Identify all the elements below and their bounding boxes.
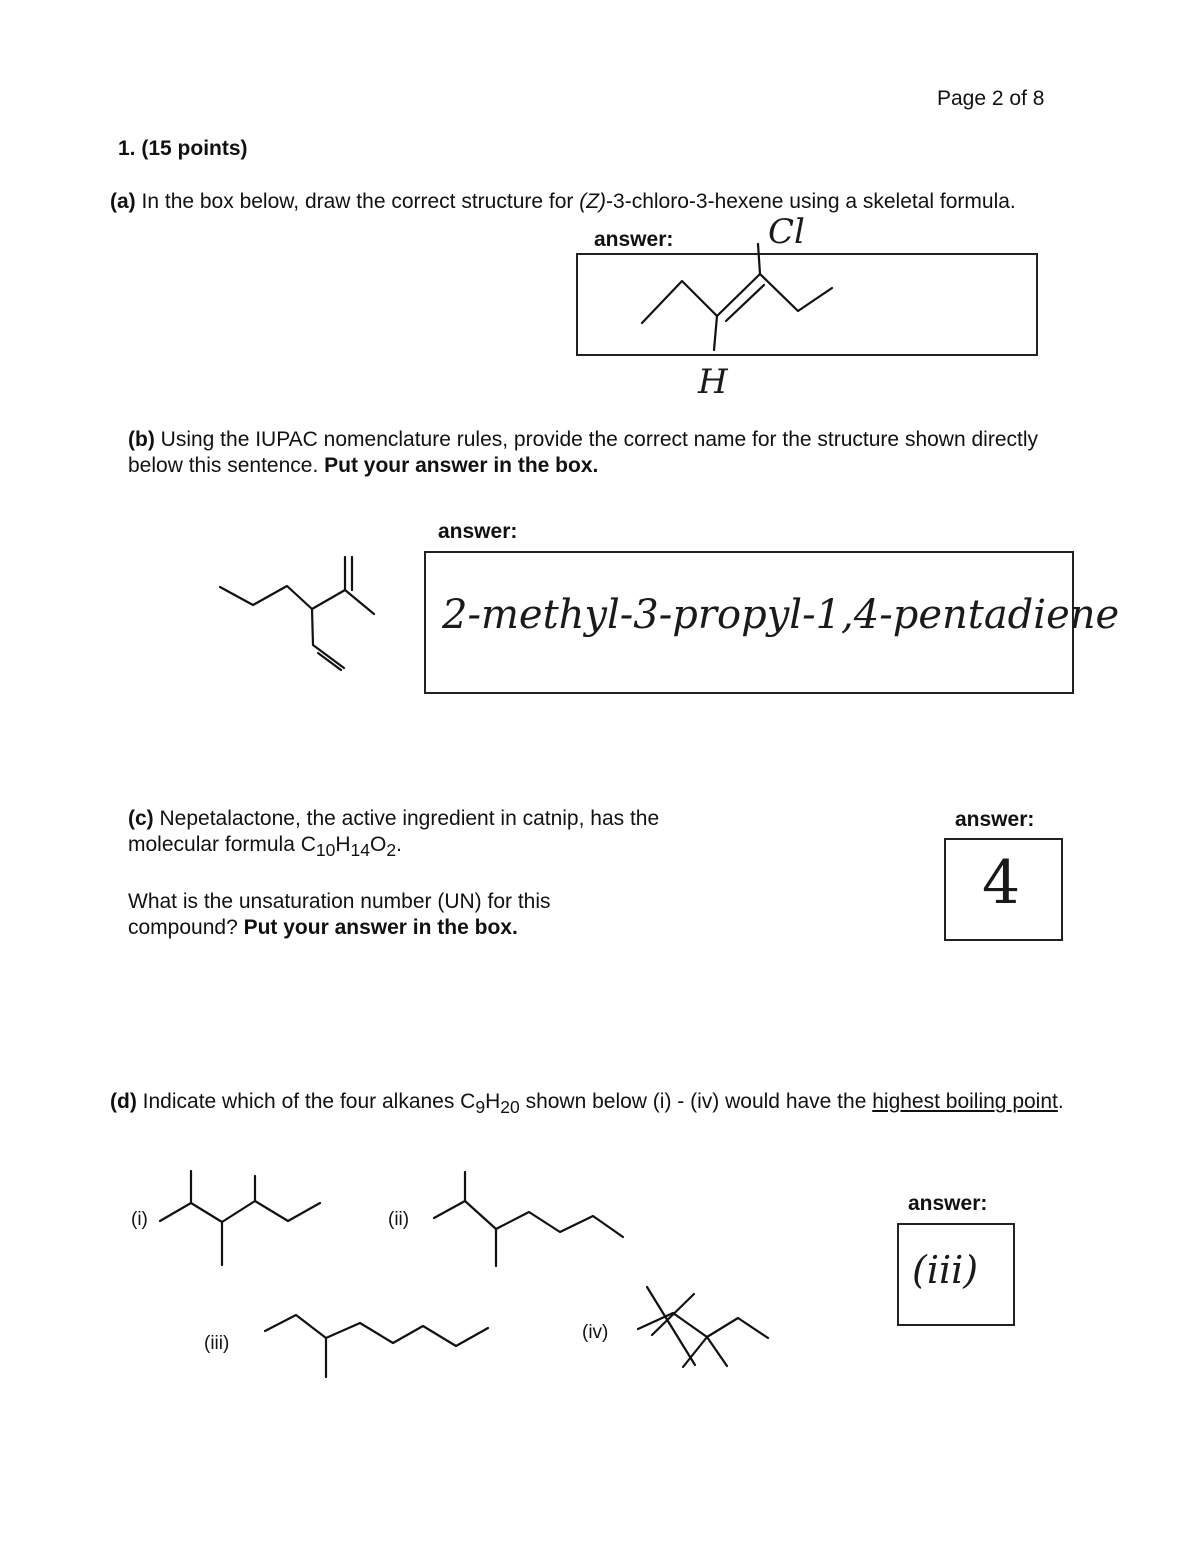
alkane-sub-c: 9 (475, 1097, 486, 1118)
alkane-iv-structure (638, 1287, 768, 1367)
part-a-text-1: In the box below, draw the correct structure for (135, 190, 580, 213)
formula-end: . (396, 833, 402, 856)
option-ii-label: (ii) (388, 1209, 410, 1230)
page-number: Page 2 of 8 (937, 87, 1045, 110)
option-iii-label: (iii) (204, 1333, 230, 1354)
part-d-underlined: highest boiling point (872, 1090, 1058, 1113)
part-c-answer-label: answer: (955, 808, 1035, 831)
alkane-h: H (485, 1090, 501, 1113)
part-b-label: (b) (128, 428, 155, 451)
part-a-stereo-descriptor: (Z) (579, 190, 607, 213)
part-b-answer-label: answer: (438, 520, 518, 543)
part-b-instruction: Put your answer in the box. (324, 454, 599, 477)
part-b-text: Using the IUPAC nomenclature rules, provide the correct name for the structure shown directly below this sentence. (128, 428, 1038, 477)
part-d-text-2: shown below (i) - (iv) would have the (519, 1090, 873, 1113)
part-c-question-text: What is the unsaturation number (UN) for this compound? (128, 890, 551, 939)
option-iv-label: (iv) (582, 1322, 609, 1343)
formula-sub-o: 2 (386, 840, 397, 861)
handwritten-cl: Cl (768, 212, 805, 252)
formula-sub-c: 10 (315, 840, 336, 861)
part-d-label: (d) (110, 1090, 137, 1113)
part-c-instruction: Put your answer in the box. (243, 916, 518, 939)
part-d-handwritten-answer: (iii) (912, 1248, 979, 1292)
option-i-label: (i) (131, 1209, 148, 1230)
part-c-label: (c) (128, 807, 154, 830)
question-title: 1. (15 points) (118, 137, 248, 160)
alkane-ii-structure (434, 1172, 623, 1266)
part-d-answer-label: answer: (908, 1192, 988, 1215)
alkane-iii-structure (265, 1315, 488, 1377)
part-a-label: (a) (110, 190, 136, 213)
alkane-i-structure (160, 1171, 320, 1265)
formula-o: O (370, 833, 387, 856)
part-a-answer-label: answer: (594, 228, 674, 251)
part-c-text-1: Nepetalactone, the active ingredient in catnip, has the molecular formula C (128, 807, 660, 856)
part-b-handwritten-answer: 2-methyl-3-propyl-1,4-pentadiene (442, 592, 1120, 638)
part-c-handwritten-answer: 4 (982, 848, 1021, 918)
part-d-text-1: Indicate which of the four alkanes C (136, 1090, 476, 1113)
formula-h: H (335, 833, 351, 856)
alkane-sub-h: 20 (500, 1097, 520, 1118)
part-a-text-2: -3-chloro-3-hexene using a skeletal formula. (606, 190, 1016, 213)
part-d-text-end: . (1057, 1090, 1064, 1113)
handwritten-h: H (698, 362, 728, 402)
formula-sub-h: 14 (350, 840, 371, 861)
